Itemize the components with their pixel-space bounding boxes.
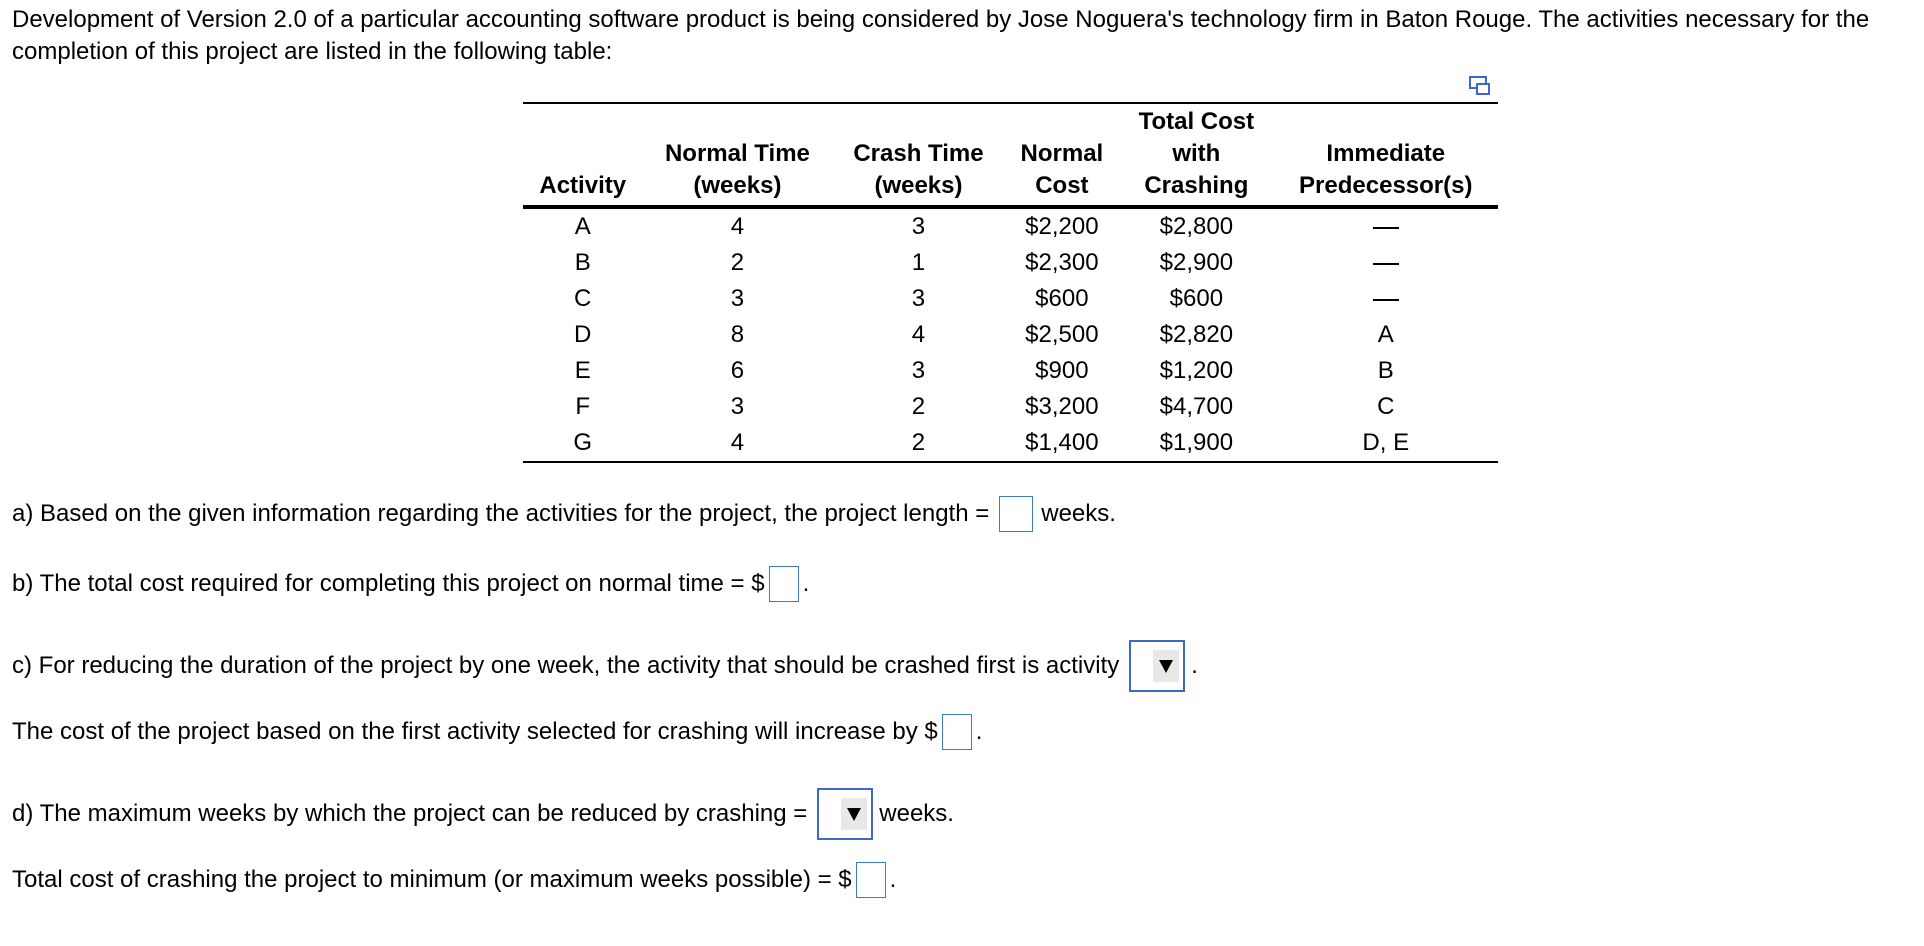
question-b-text: b) The total cost required for completing this project on normal time = $ (12, 570, 765, 597)
cell-activity: D (574, 321, 592, 348)
question-b-period: . (802, 570, 810, 597)
cell-normal-cost: $3,200 (1025, 393, 1099, 420)
total-crash-cost-input[interactable] (856, 862, 886, 898)
question-a-text: a) Based on the given information regarding the activities for the project, the project length = (12, 500, 990, 527)
cell-total-cost: $1,900 (1159, 429, 1234, 456)
cell-crash-time: 1 (911, 249, 926, 276)
question-c2-text: The cost of the project based on the first activity selected for crashing will increase by $ (12, 718, 938, 745)
cell-activity: F (575, 393, 591, 420)
cell-predecessors: C (1377, 393, 1395, 420)
cell-predecessors: A (1377, 321, 1394, 348)
project-length-input[interactable] (999, 496, 1033, 532)
question-d-unit: weeks. (879, 800, 954, 827)
cell-activity: C (574, 285, 592, 312)
copy-table-icon[interactable] (1469, 76, 1491, 96)
crash-cost-increase-input[interactable] (942, 714, 972, 750)
question-c2-period: . (975, 718, 983, 745)
question-c2 (12, 714, 982, 750)
table-row (523, 281, 1498, 317)
problem-intro: Development of Version 2.0 of a particular accounting software product is being considered by Jose Noguera's technology firm in Baton Rouge. The activities necessary for the completion of this project are listed in the following table: (12, 6, 1870, 65)
cell-total-cost: $2,820 (1159, 321, 1234, 348)
question-d2-text: Total cost of crashing the project to minimum (or maximum weeks possible) = $ (12, 866, 852, 893)
table-row (523, 245, 1498, 281)
dropdown-arrow-icon (1153, 650, 1179, 682)
cell-predecessors (1274, 245, 1498, 281)
no-predecessor-dash (1373, 263, 1399, 265)
table-body (523, 207, 1498, 462)
cell-total-cost: $2,800 (1159, 213, 1234, 240)
header-normal-cost: Normal Cost (1020, 140, 1104, 199)
cell-total-cost: $1,200 (1159, 357, 1234, 384)
cell-crash-time: 3 (911, 357, 926, 384)
max-weeks-reduction-dropdown[interactable] (817, 788, 873, 840)
question-d-text: d) The maximum weeks by which the project can be reduced by crashing = (12, 800, 808, 827)
table-row (523, 389, 1498, 425)
normal-total-cost-input[interactable] (769, 566, 799, 602)
cell-predecessors: D, E (1362, 429, 1410, 456)
cell-total-cost: $2,900 (1159, 249, 1234, 276)
first-crash-activity-dropdown[interactable] (1129, 640, 1185, 692)
activity-table (523, 102, 1498, 463)
header-normal-time: Normal Time (weeks) (664, 140, 810, 199)
cell-normal-cost: $900 (1035, 357, 1089, 384)
cell-crash-time: 2 (911, 393, 926, 420)
header-total-cost: Total Cost with Crashing (1138, 108, 1255, 199)
cell-activity: E (574, 357, 591, 384)
cell-predecessors: B (1377, 357, 1394, 384)
cell-normal-time: 8 (730, 321, 745, 348)
question-c-period: . (1191, 652, 1198, 679)
table-row (523, 207, 1498, 245)
cell-crash-time: 2 (911, 429, 926, 456)
cell-predecessors (1274, 207, 1498, 245)
cell-normal-cost: $1,400 (1025, 429, 1099, 456)
table-header-row (523, 103, 1498, 207)
question-a (12, 496, 1116, 532)
cell-crash-time: 4 (911, 321, 926, 348)
cell-normal-time: 3 (730, 393, 745, 420)
question-b (12, 566, 809, 602)
table-row (523, 317, 1498, 353)
question-c (12, 640, 1198, 692)
cell-activity: A (574, 213, 591, 240)
header-activity: Activity (539, 172, 627, 199)
cell-crash-time: 3 (911, 285, 926, 312)
cell-normal-time: 3 (730, 285, 745, 312)
no-predecessor-dash (1373, 299, 1399, 301)
cell-normal-time: 6 (730, 357, 745, 384)
cell-normal-time: 4 (730, 213, 745, 240)
cell-total-cost: $4,700 (1159, 393, 1234, 420)
table-row (523, 353, 1498, 389)
cell-normal-cost: $600 (1035, 285, 1089, 312)
activity-table-container (523, 102, 1498, 463)
question-c-text: c) For reducing the duration of the project by one week, the activity that should be crashed first is activity (12, 652, 1120, 679)
cell-total-cost: $600 (1169, 285, 1224, 312)
no-predecessor-dash (1373, 227, 1399, 229)
header-predecessors: Immediate Predecessor(s) (1299, 140, 1473, 199)
header-crash-time: Crash Time (weeks) (853, 140, 984, 199)
question-d2 (12, 862, 896, 898)
question-d (12, 788, 954, 840)
question-d2-period: . (889, 866, 897, 893)
dropdown-arrow-icon (841, 798, 867, 830)
question-a-unit: weeks. (1041, 500, 1116, 527)
cell-normal-time: 4 (730, 429, 745, 456)
cell-activity: B (574, 249, 591, 276)
cell-normal-cost: $2,300 (1025, 249, 1099, 276)
cell-normal-time: 2 (730, 249, 745, 276)
cell-predecessors (1274, 281, 1498, 317)
cell-crash-time: 3 (911, 213, 926, 240)
cell-normal-cost: $2,200 (1025, 213, 1099, 240)
table-row (523, 425, 1498, 462)
cell-normal-cost: $2,500 (1025, 321, 1099, 348)
cell-activity: G (573, 429, 593, 456)
